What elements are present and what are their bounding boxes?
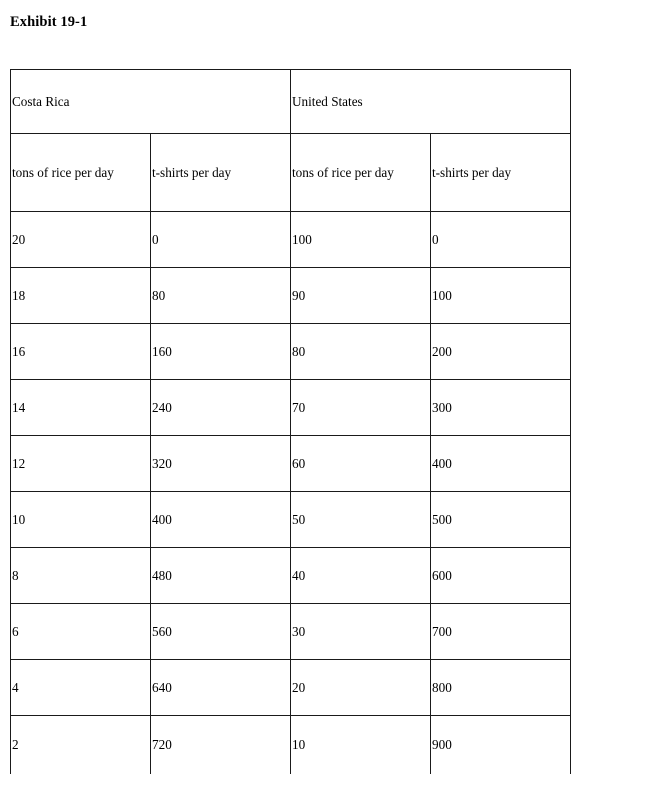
table-cell <box>151 212 291 268</box>
column-header-costa-rica-rice <box>11 134 151 212</box>
exhibit-table-container <box>10 69 571 774</box>
table-cell <box>151 660 291 716</box>
table-cell <box>291 380 431 436</box>
table-row <box>11 268 571 324</box>
cell-value: 60 <box>292 456 306 471</box>
table-cell <box>291 604 431 660</box>
page-title: Exhibit 19-1 <box>10 14 88 30</box>
cell-value: 200 <box>432 344 452 359</box>
table-cell <box>151 380 291 436</box>
table-cell <box>431 548 571 604</box>
cell-value: 30 <box>292 624 306 639</box>
column-header-label: tons of rice per day <box>292 165 394 180</box>
table-cell <box>151 436 291 492</box>
table-cell <box>151 324 291 380</box>
table-row <box>11 548 571 604</box>
table-cell <box>291 268 431 324</box>
cell-value: 800 <box>432 680 452 695</box>
table-cell <box>431 604 571 660</box>
cell-value: 480 <box>152 568 172 583</box>
cell-value: 18 <box>12 288 26 303</box>
cell-value: 900 <box>432 737 452 753</box>
cell-value: 70 <box>292 400 306 415</box>
cell-value: 2 <box>12 737 19 753</box>
table-row <box>11 436 571 492</box>
cell-value: 160 <box>152 344 172 359</box>
cell-value: 8 <box>12 568 19 583</box>
table-cell <box>431 492 571 548</box>
column-header-costa-rica-tshirts <box>151 134 291 212</box>
table-cell <box>291 492 431 548</box>
table-cell <box>11 716 151 774</box>
table-cell <box>151 716 291 774</box>
table-cell <box>291 436 431 492</box>
cell-value: 90 <box>292 288 306 303</box>
table-cell <box>291 716 431 774</box>
table-row <box>11 604 571 660</box>
table-cell <box>11 324 151 380</box>
table-cell <box>11 660 151 716</box>
cell-value: 100 <box>292 232 312 247</box>
cell-value: 16 <box>12 344 26 359</box>
cell-value: 400 <box>432 456 452 471</box>
cell-value: 6 <box>12 624 19 639</box>
cell-value: 0 <box>152 232 159 247</box>
cell-value: 600 <box>432 568 452 583</box>
table-row <box>11 492 571 548</box>
cell-value: 80 <box>292 344 306 359</box>
table-row <box>11 660 571 716</box>
table-cell <box>151 604 291 660</box>
table-row <box>11 380 571 436</box>
column-header-united-states-tshirts <box>431 134 571 212</box>
table-cell <box>151 268 291 324</box>
table-cell <box>431 212 571 268</box>
table-group-header-row <box>11 70 571 134</box>
table-cell <box>151 548 291 604</box>
column-header-label: t-shirts per day <box>152 165 232 180</box>
table-cell <box>291 660 431 716</box>
table-cell <box>431 380 571 436</box>
cell-value: 10 <box>12 512 26 527</box>
group-header-label: United States <box>292 94 363 109</box>
table-cell <box>11 380 151 436</box>
cell-value: 20 <box>292 680 306 695</box>
table-row <box>11 716 571 774</box>
table-row <box>11 324 571 380</box>
cell-value: 240 <box>152 400 172 415</box>
cell-value: 500 <box>432 512 452 527</box>
table-cell <box>11 268 151 324</box>
group-header-label: Costa Rica <box>12 94 70 109</box>
cell-value: 50 <box>292 512 306 527</box>
cell-value: 560 <box>152 624 172 639</box>
table-cell <box>291 548 431 604</box>
column-header-label: tons of rice per day <box>12 165 114 180</box>
table-cell <box>291 324 431 380</box>
table-cell <box>11 212 151 268</box>
table-cell <box>291 212 431 268</box>
table-cell <box>431 660 571 716</box>
table-cell <box>151 492 291 548</box>
table-cell <box>11 492 151 548</box>
column-header-united-states-rice <box>291 134 431 212</box>
cell-value: 400 <box>152 512 172 527</box>
cell-value: 720 <box>152 737 172 753</box>
column-header-label: t-shirts per day <box>432 165 512 180</box>
cell-value: 80 <box>152 288 166 303</box>
cell-value: 14 <box>12 400 26 415</box>
table-cell <box>11 604 151 660</box>
table-cell <box>431 436 571 492</box>
group-header-costa-rica <box>11 70 291 134</box>
table-cell <box>431 268 571 324</box>
cell-value: 100 <box>432 288 452 303</box>
group-header-united-states <box>291 70 571 134</box>
cell-value: 640 <box>152 680 172 695</box>
table-cell <box>11 548 151 604</box>
cell-value: 10 <box>292 737 306 753</box>
table-column-header-row <box>11 134 571 212</box>
cell-value: 300 <box>432 400 452 415</box>
table-body <box>11 70 571 774</box>
cell-value: 40 <box>292 568 306 583</box>
table-cell <box>431 324 571 380</box>
cell-value: 700 <box>432 624 452 639</box>
table-cell <box>431 716 571 774</box>
cell-value: 20 <box>12 232 26 247</box>
table-row <box>11 212 571 268</box>
table-cell <box>11 436 151 492</box>
production-possibilities-table <box>10 69 571 774</box>
cell-value: 12 <box>12 456 26 471</box>
cell-value: 320 <box>152 456 172 471</box>
cell-value: 0 <box>432 232 439 247</box>
cell-value: 4 <box>12 680 19 695</box>
